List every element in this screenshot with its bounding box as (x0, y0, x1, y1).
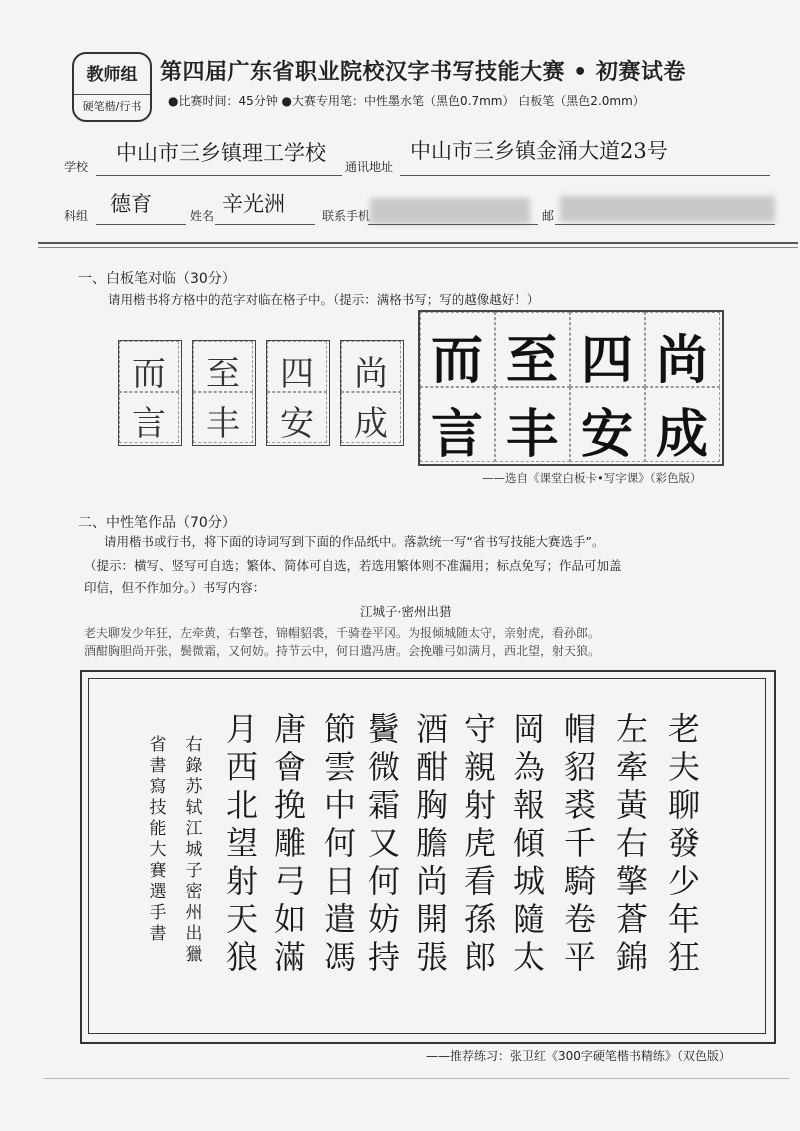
artwork-char: 夫 (667, 748, 700, 786)
practice-grid-1[interactable] (118, 340, 182, 446)
section1-heading: 一、白板笔对临（30分） (78, 271, 236, 287)
signature-char: 書 (149, 924, 167, 944)
artwork-char: 黃 (615, 786, 648, 824)
artwork-char: 擎 (615, 862, 648, 900)
artwork-char: 平 (563, 938, 596, 976)
model-grid (418, 310, 724, 466)
signature-char: 省 (149, 735, 167, 755)
practice-char: 成 (354, 404, 388, 444)
practice-grid-2[interactable] (192, 340, 256, 446)
signature-column-1 (182, 735, 206, 966)
bottom-rule (44, 1078, 790, 1079)
artwork-char: 霜 (367, 786, 400, 824)
subject-label: 科组 (64, 209, 89, 223)
artwork-char: 為 (512, 748, 545, 786)
artwork-column (362, 710, 406, 976)
artwork-char: 何 (367, 862, 400, 900)
email-label: 邮 (542, 209, 555, 223)
artwork-char: 老 (667, 710, 700, 748)
artwork-char: 年 (667, 900, 700, 938)
artwork-char: 虎 (463, 824, 496, 862)
artwork-char: 節 (323, 710, 356, 748)
signature-char: 城 (185, 840, 203, 860)
artwork-char: 遣 (323, 900, 356, 938)
artwork-char: 何 (323, 824, 356, 862)
artwork-column (318, 710, 362, 976)
signature-char: 右 (185, 735, 203, 755)
model-char: 成 (655, 404, 708, 465)
signature-column-2 (146, 735, 170, 945)
artwork-char: 狂 (667, 938, 700, 976)
practice-grid-3[interactable] (266, 340, 330, 446)
model-char: 安 (580, 404, 633, 465)
school-label: 学校 (64, 160, 89, 174)
artwork-char: 聊 (667, 786, 700, 824)
artwork-char: 會 (273, 748, 306, 786)
address-label: 通讯地址 (345, 160, 394, 174)
teacher-group-badge (72, 52, 152, 122)
practice-char: 尚 (354, 354, 388, 394)
artwork-char: 酒 (415, 710, 448, 748)
artwork-char: 孫 (463, 900, 496, 938)
artwork-char: 射 (225, 862, 258, 900)
artwork-char: 張 (415, 938, 448, 976)
artwork-char: 滿 (273, 938, 306, 976)
model-source: ——选自《课堂白板卡•写字课》（彩色版） (482, 471, 702, 485)
artwork-char: 裘 (563, 786, 596, 824)
artwork-char: 妨 (367, 900, 400, 938)
artwork-column (268, 710, 312, 976)
artwork-char: 報 (512, 786, 545, 824)
artwork-char: 胸 (415, 786, 448, 824)
poem-title: 江城子·密州出猎 (360, 604, 452, 619)
artwork-char: 中 (323, 786, 356, 824)
artwork-char: 微 (367, 748, 400, 786)
address-underline (400, 175, 770, 176)
artwork-column (558, 710, 602, 976)
artwork-char: 看 (463, 862, 496, 900)
artwork-column (410, 710, 454, 976)
artwork-char: 右 (615, 824, 648, 862)
model-char: 尚 (655, 330, 708, 391)
signature-char: 能 (149, 819, 167, 839)
badge-main-text: 教师组 (86, 65, 138, 85)
artwork-char: 岡 (512, 710, 545, 748)
artwork-char: 尚 (415, 862, 448, 900)
signature-char: 錄 (185, 756, 203, 776)
artwork-column (507, 710, 551, 976)
subject-field[interactable]: 德育 (110, 192, 152, 216)
section1-instruction: 请用楷书将方格中的范字对临在格子中。（提示：满格书写；写的越像越好！） (108, 292, 540, 307)
section2-heading: 二、中性笔作品（70分） (78, 515, 236, 531)
practice-char: 至 (206, 354, 240, 394)
artwork-char: 開 (415, 900, 448, 938)
contest-info: ●比赛时间：45分钟 ●大赛专用笔：中性墨水笔（黑色0.7mm） 白板笔（黑色2.0mm） (168, 94, 645, 108)
email-underline (555, 224, 775, 225)
artwork-column (220, 710, 264, 976)
poem-line-2: 酒酣胸胆尚开张，鬓微霜，又何妨。持节云中，何日遣冯唐。会挽雕弓如满月，西北望，射天狼。 (84, 644, 601, 658)
signature-char: 轼 (185, 798, 203, 818)
signature-char: 江 (185, 819, 203, 839)
artwork-char: 天 (225, 900, 258, 938)
artwork-char: 親 (463, 748, 496, 786)
artwork-char: 左 (615, 710, 648, 748)
section2-instruction-3: 印信，但不作加分。）书写内容： (84, 580, 266, 595)
signature-char: 大 (149, 840, 167, 860)
model-char: 而 (430, 330, 483, 391)
artwork-char: 如 (273, 900, 306, 938)
artwork-char: 膽 (415, 824, 448, 862)
phone-underline (368, 224, 538, 225)
artwork-char: 持 (367, 938, 400, 976)
practice-grid-4[interactable] (340, 340, 404, 446)
artwork-char: 射 (463, 786, 496, 824)
recommended-practice: ——推荐练习：张卫红《300字硬笔楷书精练》（双色版） (426, 1049, 731, 1063)
signature-char: 密 (185, 882, 203, 902)
artwork-char: 錦 (615, 938, 648, 976)
artwork-char: 雕 (273, 824, 306, 862)
model-char: 四 (580, 330, 633, 391)
phone-label: 联系手机 (322, 209, 371, 223)
artwork-char: 挽 (273, 786, 306, 824)
artwork-char: 郎 (463, 938, 496, 976)
header-separator-thin (38, 247, 798, 248)
artwork-char: 牽 (615, 748, 648, 786)
address-field[interactable]: 中山市三乡镇金涌大道23号 (410, 139, 668, 163)
phone-redacted (370, 198, 530, 224)
signature-char: 技 (149, 798, 167, 818)
artwork-char: 貂 (563, 748, 596, 786)
page-title: 第四届广东省职业院校汉字书写技能大赛 • 初赛试卷 (160, 60, 686, 85)
name-underline (215, 224, 315, 225)
practice-char: 言 (132, 404, 166, 444)
signature-char: 州 (185, 903, 203, 923)
signature-char: 子 (185, 861, 203, 881)
artwork-char: 蒼 (615, 900, 648, 938)
name-label: 姓名 (190, 209, 215, 223)
signature-char: 苏 (185, 777, 203, 797)
artwork-char: 騎 (563, 862, 596, 900)
section2-instruction-2: （提示：横写、竖写可自选；繁体、简体可自选，若选用繁体则不准漏用；标点免写；作品可加盖 (84, 558, 622, 573)
artwork-char: 日 (323, 862, 356, 900)
name-field[interactable]: 辛光洲 (222, 192, 285, 216)
signature-char: 選 (149, 882, 167, 902)
artwork-char: 太 (512, 938, 545, 976)
signature-char: 獵 (185, 945, 203, 965)
practice-char: 而 (132, 354, 166, 394)
artwork-char: 馮 (323, 938, 356, 976)
artwork-char: 發 (667, 824, 700, 862)
artwork-char: 少 (667, 862, 700, 900)
artwork-char: 北 (225, 786, 258, 824)
model-char: 丰 (505, 404, 558, 465)
artwork-char: 隨 (512, 900, 545, 938)
artwork-char: 又 (367, 824, 400, 862)
header-separator (38, 242, 798, 244)
artwork-char: 帽 (563, 710, 596, 748)
signature-char: 寫 (149, 777, 167, 797)
artwork-char: 鬢 (367, 710, 400, 748)
artwork-column (610, 710, 654, 976)
artwork-char: 狼 (225, 938, 258, 976)
subject-underline (96, 224, 186, 225)
practice-char: 安 (280, 404, 314, 444)
practice-char: 四 (280, 354, 314, 394)
artwork-char: 雲 (323, 748, 356, 786)
artwork-char: 酣 (415, 748, 448, 786)
signature-char: 手 (149, 903, 167, 923)
email-redacted (560, 196, 775, 222)
section2-instruction-1: 请用楷书或行书，将下面的诗词写到下面的作品纸中。落款统一写“省书写技能大赛选手”。 (104, 534, 605, 549)
signature-char: 書 (149, 756, 167, 776)
school-field[interactable]: 中山市三乡镇理工学校 (116, 141, 326, 165)
artwork-char: 月 (225, 710, 258, 748)
artwork-char: 守 (463, 710, 496, 748)
artwork-char: 望 (225, 824, 258, 862)
poem-line-1: 老夫聊发少年狂，左牵黄，右擎苍，锦帽貂裘，千骑卷平冈。为报倾城随太守，亲射虎，看孙郎。 (84, 626, 601, 640)
signature-char: 出 (185, 924, 203, 944)
artwork-char: 卷 (563, 900, 596, 938)
model-char: 至 (505, 330, 558, 391)
artwork-char: 千 (563, 824, 596, 862)
artwork-char: 城 (512, 862, 545, 900)
practice-char: 丰 (206, 404, 240, 444)
school-underline (96, 175, 342, 176)
artwork-column (458, 710, 502, 976)
artwork-char: 弓 (273, 862, 306, 900)
model-char: 言 (430, 404, 483, 465)
signature-char: 賽 (149, 861, 167, 881)
artwork-char: 傾 (512, 824, 545, 862)
badge-sub-text: 硬笔楷/行书 (74, 94, 150, 114)
artwork-char: 唐 (273, 710, 306, 748)
artwork-column (662, 710, 706, 976)
artwork-char: 西 (225, 748, 258, 786)
